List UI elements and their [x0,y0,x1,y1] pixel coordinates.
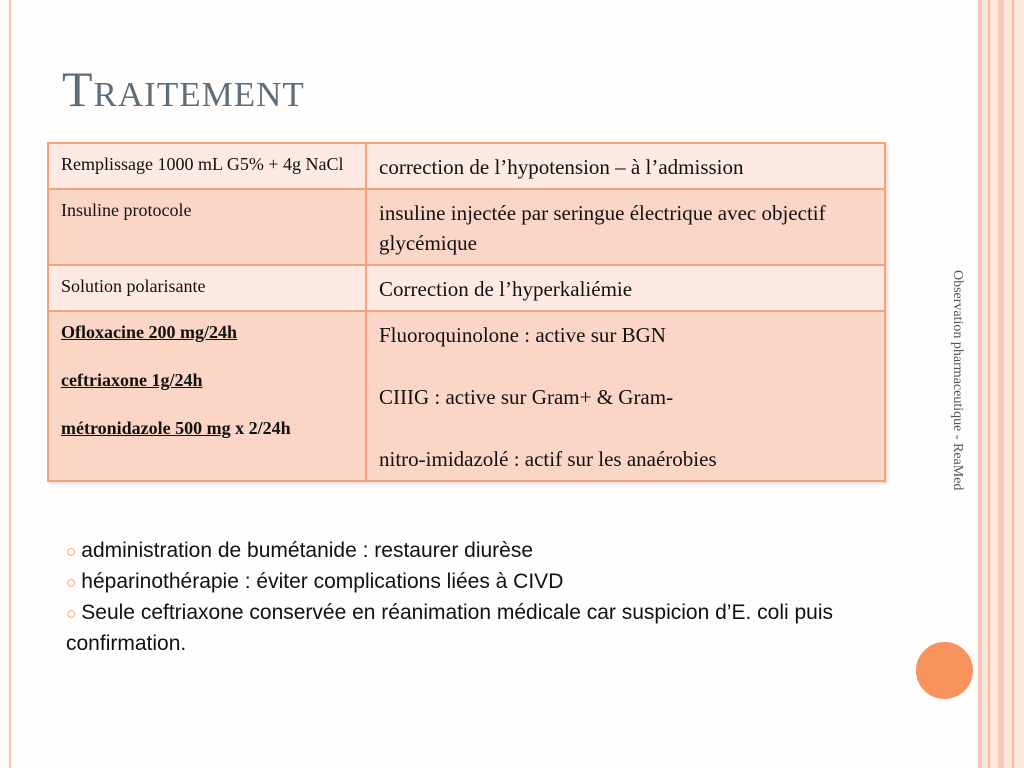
antibiotics-effects-cell [366,311,885,481]
effect-fluoroquinolone: Fluoroquinolone : active sur BGN [379,323,666,347]
bullet-list [66,536,866,659]
treatment-table [47,142,886,482]
drug-metronidazole [61,416,353,440]
drug-ofloxacine: Ofloxacine 200 mg/24h [61,322,237,342]
orange-circle-decoration [914,640,975,701]
row-label: Solution polarisante [48,265,366,311]
decorative-stripes [978,0,1024,768]
list-item [66,536,866,567]
bullet-text: Seule ceftriaxone conservée en réanimation médicale car suspicion d’E. coli puis confirmation. [66,601,834,655]
table-row [48,311,885,481]
row-label: Insuline protocole [48,189,366,265]
drug-ceftriaxone: ceftriaxone 1g/24h [61,370,203,390]
list-item [66,598,866,659]
row-description: insuline injectée par seringue électrique avec objectif glycémique [366,189,885,265]
table-row [48,265,885,311]
circle-bullet-icon: ○ [66,604,77,623]
bullet-text: administration de bumétanide : restaurer diurèse [81,539,534,562]
bullet-text: héparinothérapie : éviter complications liées à CIVD [81,570,564,593]
slide-title: Traitement [62,61,305,117]
row-description: Correction de l’hyperkaliémie [366,265,885,311]
drug-metronidazole-dose: x 2/24h [230,418,291,438]
circle-bullet-icon: ○ [66,573,77,592]
row-label: Remplissage 1000 mL G5% + 4g NaCl [48,143,366,189]
antibiotics-cell [48,311,366,481]
effect-nitroimidazole: nitro-imidazolé : actif sur les anaérobies [379,447,717,471]
table-row [48,189,885,265]
list-item [66,567,866,598]
drug-metronidazole-name: métronidazole 500 mg [61,418,231,438]
row-description: correction de l’hypotension – à l’admission [366,143,885,189]
side-footer-text: Observation pharmaceutique - ReaMed [950,270,965,491]
effect-ciiig: CIIIG : active sur Gram+ & Gram- [379,385,674,409]
circle-bullet-icon: ○ [66,542,77,561]
table-row [48,143,885,189]
